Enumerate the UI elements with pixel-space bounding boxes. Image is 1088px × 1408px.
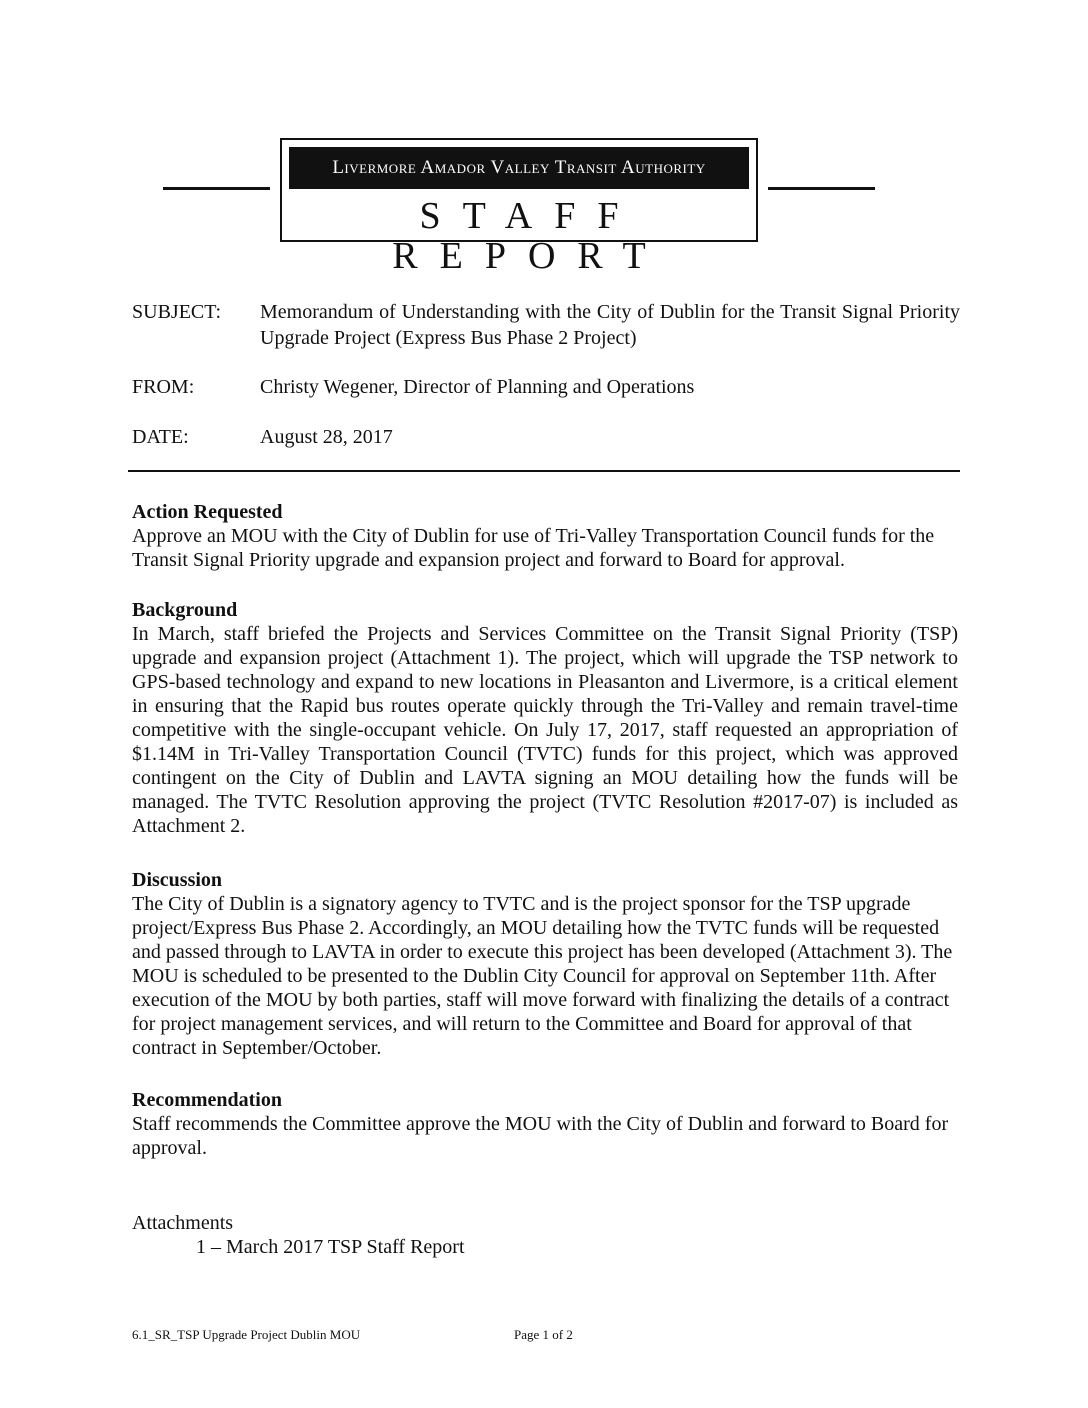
section-heading: Background	[132, 599, 238, 621]
section-body: In March, staff briefed the Projects and Services Committee on the Transit Signal Priority (TSP) upgrade and expansion project (Attachment 1). The project, which will upgrade the TSP network to GPS-based technology and expand to new locations in Pleasanton and Livermore, is a critical element in ensuring that the Rapid bus routes operate quickly through the Tri-Valley and remain travel-time competitive with the single-occupant vehicle. On July 17, 2017, staff requested an appropriation of $1.14M in Tri-Valley Transportation Council (TVTC) funds for this project, which was approved contingent on the City of Dublin and LAVTA signing an MOU detailing how the funds will be managed. The TVTC Resolution approving the project (TVTC Resolution #2017-07) is included as Attachment 2.	[132, 623, 958, 837]
report-type-title: STAFF REPORT	[392, 195, 668, 277]
section-body: Approve an MOU with the City of Dublin for use of Tri-Valley Transportation Council funds for the Transit Signal Priority upgrade and expansion project and forward to Board for approval.	[132, 525, 935, 571]
footer-filename: 6.1_SR_TSP Upgrade Project Dublin MOU	[132, 1327, 361, 1342]
section-body: Staff recommends the Committee approve the MOU with the City of Dublin and forward to Board for approval.	[132, 1113, 949, 1159]
organization-name: Livermore Amador Valley Transit Authority	[289, 147, 749, 189]
section-background	[132, 598, 958, 838]
subject-value: Memorandum of Understanding with the City of Dublin for the Transit Signal Priority Upgrade Project (Express Bus Phase 2 Project)	[260, 301, 960, 349]
attachments	[132, 1211, 732, 1259]
section-body: The City of Dublin is a signatory agency to TVTC and is the project sponsor for the TSP upgrade project/Express Bus Phase 2. Accordingly, an MOU detailing how the TVTC funds will be requested and passed through to LAVTA in order to execute this project has been developed (Attachment 3). The MOU is scheduled to be presented to the Dublin City Council for approval on September 11th. After execution of the MOU by both parties, staff will move forward with finalizing the details of a contract for project management services, and will return to the Committee and Board for approval of that contract in September/October.	[132, 893, 953, 1059]
date-field	[132, 424, 962, 450]
attachment-item: 1 – March 2017 TSP Staff Report	[196, 1236, 465, 1258]
attachments-label: Attachments	[132, 1212, 234, 1234]
subject-label: SUBJECT:	[132, 301, 222, 323]
masthead-rule-left	[163, 187, 270, 190]
section-heading: Recommendation	[132, 1089, 282, 1111]
from-field	[132, 374, 962, 400]
masthead	[163, 138, 875, 277]
page-footer	[132, 1326, 832, 1346]
section-heading: Discussion	[132, 869, 223, 891]
header-divider	[128, 470, 960, 472]
section-discussion	[132, 868, 958, 1060]
subject-field	[132, 299, 962, 355]
date-value: August 28, 2017	[260, 426, 393, 448]
footer-page-number: Page 1 of 2	[514, 1327, 573, 1342]
from-value: Christy Wegener, Director of Planning and Operations	[260, 376, 695, 398]
section-heading: Action Requested	[132, 501, 283, 523]
section-action-requested	[132, 500, 958, 572]
masthead-box	[280, 138, 758, 277]
date-label: DATE:	[132, 426, 189, 448]
masthead-rule-right	[768, 187, 875, 190]
section-recommendation	[132, 1088, 958, 1160]
from-label: FROM:	[132, 376, 195, 398]
